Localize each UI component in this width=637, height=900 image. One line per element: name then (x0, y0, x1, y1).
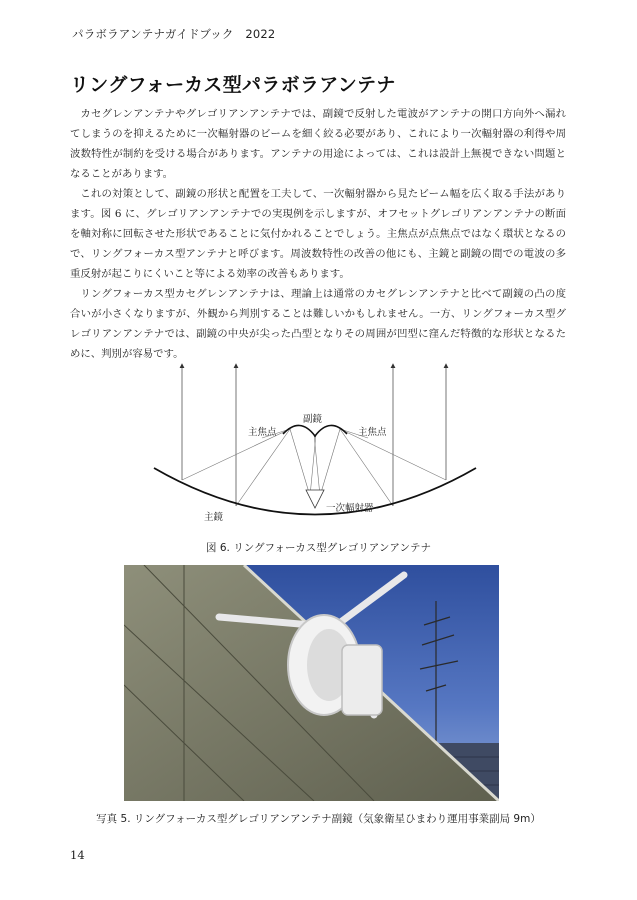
label-focus-right: 主焦点 (358, 427, 387, 438)
section-title: リングフォーカス型パラボラアンテナ (70, 74, 396, 96)
primary-radiator-horn (306, 490, 324, 508)
page-number: 14 (70, 848, 85, 862)
label-focus-left: 主焦点 (248, 427, 277, 438)
paragraph-2: これの対策として、副鏡の形状と配置を工夫して、一次輻射器から見たビーム幅を広く取る手法があります。図 6 に、グレゴリアンアンテナでの実現例を示しますが、オフセットグレゴリアンアンテナの断面を軸対称に回転させた形状であることに気付かれることでしょう。主焦点が点焦点ではなく環状となるので、リングフォーカス型アンテナと呼びます。周波数特性の改善の他にも、主鏡と副鏡の間での電波の多重反射が起こりにくいこと等による効率の改善もあります。 (70, 188, 566, 280)
ring-focus-gregorian-diagram (140, 356, 510, 534)
label-main-reflector: 主鏡 (204, 512, 224, 523)
subreflector-photo (124, 565, 499, 801)
label-sub-reflector: 副鏡 (303, 414, 323, 425)
sub-reflector-shape (283, 425, 347, 436)
figure-caption: 図 6. リングフォーカス型グレゴリアンアンテナ (206, 542, 431, 554)
label-primary-radiator: 一次輻射器 (326, 503, 374, 514)
photo-caption: 写真 5. リングフォーカス型グレゴリアンアンテナ副鏡（気象衛星ひまわり運用事業副局 9m） (96, 813, 541, 825)
running-header: パラボラアンテナガイドブック 2022 (72, 27, 276, 41)
body-text (70, 104, 566, 364)
paragraph-3: リングフォーカス型カセグレンアンテナは、理論上は通常のカセグレンアンテナと比べて副鏡の凸の度合いが小さくなりますが、外観から判別することは難しいかもしれません。一方、リングフォーカス型グレゴリアンアンテナでは、副鏡の中央が尖った凸型となりその周囲が凹型に窪んだ特徴的な形状となるために、判別が容易です。 (70, 288, 566, 360)
paragraph-1: カセグレンアンテナやグレゴリアンアンテナでは、副鏡で反射した電波がアンテナの開口方向外へ漏れてしまうのを抑えるために一次輻射器のビームを細く絞る必要があり、これにより一次輻射器の利得や周波数特性が制約を受ける場合があります。アンテナの用途によっては、これは設計上無視できない問題となることがあります。 (70, 108, 566, 180)
